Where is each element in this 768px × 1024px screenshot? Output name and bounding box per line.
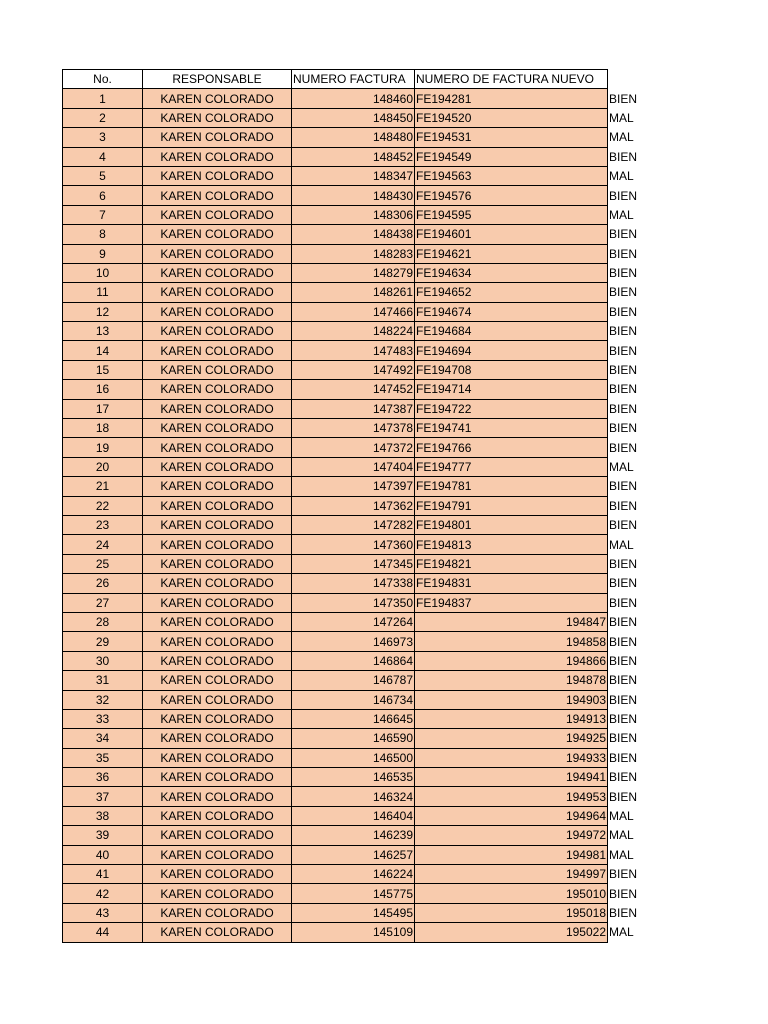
cell-status: BIEN (609, 246, 638, 261)
header-numero-factura-nuevo: NUMERO DE FACTURA NUEVO (415, 70, 608, 89)
cell-numero-factura: 147338 (292, 574, 415, 593)
cell-no: 9 (63, 244, 143, 263)
cell-numero-factura: 147345 (292, 554, 415, 573)
cell-responsable: KAREN COLORADO (143, 477, 292, 496)
cell-no: 23 (63, 515, 143, 534)
cell-status: MAL (609, 130, 634, 145)
cell-responsable: KAREN COLORADO (143, 302, 292, 321)
cell-no: 41 (63, 865, 143, 884)
cell-responsable: KAREN COLORADO (143, 322, 292, 341)
cell-numero-factura: 147387 (292, 399, 415, 418)
cell-numero-factura: 147360 (292, 535, 415, 554)
cell-numero-factura-nuevo: 194964 (415, 806, 608, 825)
cell-numero-factura-nuevo: FE194634 (415, 263, 608, 282)
cell-no: 15 (63, 360, 143, 379)
cell-status: MAL (609, 537, 634, 552)
cell-numero-factura-nuevo: FE194520 (415, 108, 608, 127)
cell-no: 2 (63, 108, 143, 127)
table-row (63, 884, 642, 903)
table-row (63, 457, 642, 476)
cell-responsable: KAREN COLORADO (143, 457, 292, 476)
cell-numero-factura-nuevo: FE194777 (415, 457, 608, 476)
header-numero-factura: NUMERO FACTURA (292, 70, 415, 89)
cell-responsable: KAREN COLORADO (143, 535, 292, 554)
cell-status: BIEN (609, 576, 638, 591)
cell-status: BIEN (609, 304, 638, 319)
cell-numero-factura-nuevo: FE194684 (415, 322, 608, 341)
header-no: No. (63, 70, 143, 89)
cell-status: BIEN (609, 188, 638, 203)
cell-status: BIEN (609, 149, 638, 164)
table-row (63, 380, 642, 399)
cell-numero-factura-nuevo: 194933 (415, 748, 608, 767)
cell-numero-factura-nuevo: 195018 (415, 903, 608, 922)
cell-numero-factura: 148347 (292, 166, 415, 185)
cell-numero-factura: 146645 (292, 709, 415, 728)
cell-numero-factura: 145775 (292, 884, 415, 903)
cell-numero-factura: 147492 (292, 360, 415, 379)
cell-status: MAL (609, 847, 634, 862)
cell-status: BIEN (609, 91, 638, 106)
cell-no: 10 (63, 263, 143, 282)
cell-numero-factura-nuevo: FE194791 (415, 496, 608, 515)
cell-numero-factura: 148430 (292, 186, 415, 205)
cell-numero-factura: 147404 (292, 457, 415, 476)
cell-no: 32 (63, 690, 143, 709)
cell-responsable: KAREN COLORADO (143, 554, 292, 573)
cell-status: BIEN (609, 479, 638, 494)
cell-numero-factura: 148283 (292, 244, 415, 263)
cell-numero-factura: 148224 (292, 322, 415, 341)
cell-numero-factura: 147362 (292, 496, 415, 515)
cell-numero-factura-nuevo: FE194652 (415, 283, 608, 302)
cell-numero-factura-nuevo: 194913 (415, 709, 608, 728)
cell-no: 44 (63, 923, 143, 942)
cell-numero-factura: 147466 (292, 302, 415, 321)
cell-no: 37 (63, 787, 143, 806)
cell-numero-factura-nuevo: FE194563 (415, 166, 608, 185)
cell-status: BIEN (609, 886, 638, 901)
cell-numero-factura-nuevo: 194941 (415, 768, 608, 787)
cell-numero-factura: 147483 (292, 341, 415, 360)
cell-numero-factura: 148452 (292, 147, 415, 166)
cell-responsable: KAREN COLORADO (143, 341, 292, 360)
cell-no: 6 (63, 186, 143, 205)
cell-no: 33 (63, 709, 143, 728)
cell-responsable: KAREN COLORADO (143, 244, 292, 263)
table-row (63, 244, 642, 263)
cell-status: BIEN (609, 770, 638, 785)
table-row (63, 612, 642, 631)
cell-responsable: KAREN COLORADO (143, 147, 292, 166)
table-row (63, 923, 642, 942)
cell-responsable: KAREN COLORADO (143, 515, 292, 534)
cell-numero-factura-nuevo: FE194801 (415, 515, 608, 534)
cell-numero-factura: 146224 (292, 865, 415, 884)
table-row (63, 671, 642, 690)
cell-no: 26 (63, 574, 143, 593)
cell-responsable: KAREN COLORADO (143, 128, 292, 147)
cell-no: 3 (63, 128, 143, 147)
cell-status: BIEN (609, 556, 638, 571)
cell-responsable: KAREN COLORADO (143, 205, 292, 224)
cell-no: 4 (63, 147, 143, 166)
table-row (63, 651, 642, 670)
cell-numero-factura: 146324 (292, 787, 415, 806)
cell-no: 24 (63, 535, 143, 554)
cell-numero-factura-nuevo: FE194674 (415, 302, 608, 321)
cell-responsable: KAREN COLORADO (143, 399, 292, 418)
cell-responsable: KAREN COLORADO (143, 826, 292, 845)
table-row (63, 147, 642, 166)
cell-numero-factura-nuevo: FE194813 (415, 535, 608, 554)
table-row (63, 709, 642, 728)
cell-responsable: KAREN COLORADO (143, 865, 292, 884)
cell-status: MAL (609, 169, 634, 184)
cell-numero-factura-nuevo: FE194694 (415, 341, 608, 360)
cell-responsable: KAREN COLORADO (143, 671, 292, 690)
cell-no: 39 (63, 826, 143, 845)
cell-numero-factura-nuevo: 194972 (415, 826, 608, 845)
cell-responsable: KAREN COLORADO (143, 729, 292, 748)
cell-status: BIEN (609, 595, 638, 610)
cell-numero-factura: 146734 (292, 690, 415, 709)
cell-numero-factura-nuevo: 194847 (415, 612, 608, 631)
cell-status: BIEN (609, 285, 638, 300)
table-row (63, 787, 642, 806)
table-row (63, 515, 642, 534)
cell-responsable: KAREN COLORADO (143, 768, 292, 787)
cell-numero-factura: 146404 (292, 806, 415, 825)
table-row (63, 166, 642, 185)
cell-no: 1 (63, 89, 143, 108)
cell-numero-factura-nuevo: FE194708 (415, 360, 608, 379)
cell-numero-factura-nuevo: FE194766 (415, 438, 608, 457)
cell-responsable: KAREN COLORADO (143, 709, 292, 728)
cell-responsable: KAREN COLORADO (143, 884, 292, 903)
table-row (63, 826, 642, 845)
cell-numero-factura: 146257 (292, 845, 415, 864)
cell-responsable: KAREN COLORADO (143, 108, 292, 127)
cell-responsable: KAREN COLORADO (143, 186, 292, 205)
cell-no: 36 (63, 768, 143, 787)
cell-status: BIEN (609, 905, 638, 920)
table-row (63, 128, 642, 147)
cell-numero-factura-nuevo: FE194281 (415, 89, 608, 108)
cell-no: 17 (63, 399, 143, 418)
cell-status: BIEN (609, 692, 638, 707)
cell-numero-factura: 146535 (292, 768, 415, 787)
cell-status: MAL (609, 828, 634, 843)
cell-status: BIEN (609, 731, 638, 746)
cell-numero-factura: 148438 (292, 225, 415, 244)
cell-no: 11 (63, 283, 143, 302)
table-row (63, 535, 642, 554)
cell-numero-factura-nuevo: 195022 (415, 923, 608, 942)
table-row (63, 438, 642, 457)
cell-numero-factura: 148450 (292, 108, 415, 127)
cell-status: BIEN (609, 227, 638, 242)
cell-status: BIEN (609, 712, 638, 727)
cell-numero-factura: 148279 (292, 263, 415, 282)
cell-numero-factura-nuevo: FE194531 (415, 128, 608, 147)
cell-status: BIEN (609, 634, 638, 649)
cell-status: MAL (609, 925, 634, 940)
cell-no: 22 (63, 496, 143, 515)
cell-responsable: KAREN COLORADO (143, 787, 292, 806)
cell-responsable: KAREN COLORADO (143, 806, 292, 825)
cell-status: BIEN (609, 498, 638, 513)
cell-no: 5 (63, 166, 143, 185)
cell-status: BIEN (609, 421, 638, 436)
cell-numero-factura-nuevo: FE194821 (415, 554, 608, 573)
cell-no: 35 (63, 748, 143, 767)
cell-responsable: KAREN COLORADO (143, 360, 292, 379)
cell-numero-factura-nuevo: FE194549 (415, 147, 608, 166)
cell-status: BIEN (609, 750, 638, 765)
cell-numero-factura: 148261 (292, 283, 415, 302)
table-row (63, 225, 642, 244)
header-row (63, 70, 642, 89)
cell-no: 28 (63, 612, 143, 631)
cell-status: BIEN (609, 615, 638, 630)
cell-numero-factura: 146787 (292, 671, 415, 690)
table-row (63, 729, 642, 748)
table-row (63, 419, 642, 438)
cell-no: 16 (63, 380, 143, 399)
table-row (63, 865, 642, 884)
cell-status: BIEN (609, 789, 638, 804)
cell-responsable: KAREN COLORADO (143, 651, 292, 670)
table-row (63, 593, 642, 612)
cell-numero-factura-nuevo: FE194601 (415, 225, 608, 244)
cell-numero-factura: 148460 (292, 89, 415, 108)
cell-status: MAL (609, 110, 634, 125)
table-row (63, 806, 642, 825)
cell-numero-factura: 147264 (292, 612, 415, 631)
cell-numero-factura-nuevo: 194866 (415, 651, 608, 670)
cell-status: BIEN (609, 401, 638, 416)
cell-responsable: KAREN COLORADO (143, 419, 292, 438)
cell-numero-factura-nuevo: FE194714 (415, 380, 608, 399)
table-row (63, 768, 642, 787)
cell-status: MAL (609, 207, 634, 222)
table-row (63, 496, 642, 515)
table-row (63, 360, 642, 379)
cell-no: 27 (63, 593, 143, 612)
cell-responsable: KAREN COLORADO (143, 574, 292, 593)
cell-responsable: KAREN COLORADO (143, 903, 292, 922)
cell-status: BIEN (609, 324, 638, 339)
cell-status: BIEN (609, 440, 638, 455)
table-row (63, 263, 642, 282)
cell-status: BIEN (609, 363, 638, 378)
cell-no: 34 (63, 729, 143, 748)
cell-no: 25 (63, 554, 143, 573)
cell-responsable: KAREN COLORADO (143, 748, 292, 767)
cell-numero-factura: 147282 (292, 515, 415, 534)
cell-numero-factura: 146590 (292, 729, 415, 748)
cell-numero-factura: 145109 (292, 923, 415, 942)
cell-responsable: KAREN COLORADO (143, 166, 292, 185)
header-status-empty (608, 70, 642, 89)
cell-numero-factura-nuevo: 195010 (415, 884, 608, 903)
table-row (63, 690, 642, 709)
cell-numero-factura-nuevo: 194953 (415, 787, 608, 806)
cell-no: 18 (63, 419, 143, 438)
cell-status: BIEN (609, 266, 638, 281)
table-row (63, 845, 642, 864)
cell-numero-factura-nuevo: 194981 (415, 845, 608, 864)
cell-no: 12 (63, 302, 143, 321)
cell-numero-factura: 148480 (292, 128, 415, 147)
cell-no: 40 (63, 845, 143, 864)
header-responsable: RESPONSABLE (143, 70, 292, 89)
cell-no: 20 (63, 457, 143, 476)
cell-numero-factura-nuevo: 194997 (415, 865, 608, 884)
table-row (63, 341, 642, 360)
table-row (63, 574, 642, 593)
cell-numero-factura-nuevo: FE194722 (415, 399, 608, 418)
cell-numero-factura: 147350 (292, 593, 415, 612)
cell-no: 31 (63, 671, 143, 690)
cell-responsable: KAREN COLORADO (143, 225, 292, 244)
cell-numero-factura: 147452 (292, 380, 415, 399)
cell-numero-factura: 145495 (292, 903, 415, 922)
cell-responsable: KAREN COLORADO (143, 380, 292, 399)
cell-numero-factura-nuevo: FE194837 (415, 593, 608, 612)
table-row (63, 554, 642, 573)
cell-status: BIEN (609, 382, 638, 397)
cell-responsable: KAREN COLORADO (143, 283, 292, 302)
cell-no: 7 (63, 205, 143, 224)
cell-numero-factura-nuevo: FE194741 (415, 419, 608, 438)
cell-numero-factura-nuevo: 194903 (415, 690, 608, 709)
cell-status: BIEN (609, 653, 638, 668)
cell-numero-factura-nuevo: FE194621 (415, 244, 608, 263)
cell-no: 19 (63, 438, 143, 457)
cell-no: 14 (63, 341, 143, 360)
cell-responsable: KAREN COLORADO (143, 923, 292, 942)
cell-no: 42 (63, 884, 143, 903)
cell-responsable: KAREN COLORADO (143, 845, 292, 864)
cell-numero-factura: 146500 (292, 748, 415, 767)
cell-numero-factura-nuevo: FE194595 (415, 205, 608, 224)
cell-status: BIEN (609, 518, 638, 533)
table-row (63, 399, 642, 418)
cell-numero-factura-nuevo: FE194831 (415, 574, 608, 593)
cell-numero-factura-nuevo: FE194781 (415, 477, 608, 496)
table-row (63, 302, 642, 321)
cell-numero-factura-nuevo: FE194576 (415, 186, 608, 205)
cell-responsable: KAREN COLORADO (143, 690, 292, 709)
cell-numero-factura: 146973 (292, 632, 415, 651)
cell-no: 43 (63, 903, 143, 922)
cell-numero-factura-nuevo: 194858 (415, 632, 608, 651)
cell-status: BIEN (609, 673, 638, 688)
cell-responsable: KAREN COLORADO (143, 496, 292, 515)
cell-status: MAL (609, 460, 634, 474)
table-row (63, 748, 642, 767)
cell-numero-factura: 146239 (292, 826, 415, 845)
table-row (63, 632, 642, 651)
cell-numero-factura-nuevo: 194878 (415, 671, 608, 690)
table-row (63, 89, 642, 108)
cell-numero-factura-nuevo: 194925 (415, 729, 608, 748)
cell-no: 29 (63, 632, 143, 651)
table-row (63, 477, 642, 496)
cell-no: 13 (63, 322, 143, 341)
cell-status: BIEN (609, 343, 638, 358)
cell-responsable: KAREN COLORADO (143, 263, 292, 282)
cell-numero-factura: 147378 (292, 419, 415, 438)
cell-no: 38 (63, 806, 143, 825)
cell-no: 21 (63, 477, 143, 496)
table-row (63, 322, 642, 341)
cell-no: 30 (63, 651, 143, 670)
table-row (63, 186, 642, 205)
cell-status: MAL (609, 809, 634, 824)
cell-responsable: KAREN COLORADO (143, 438, 292, 457)
invoice-table (62, 69, 642, 943)
table-row (63, 108, 642, 127)
table-row (63, 903, 642, 922)
cell-numero-factura: 147372 (292, 438, 415, 457)
cell-responsable: KAREN COLORADO (143, 632, 292, 651)
table-row (63, 205, 642, 224)
cell-responsable: KAREN COLORADO (143, 89, 292, 108)
cell-responsable: KAREN COLORADO (143, 593, 292, 612)
cell-numero-factura: 147397 (292, 477, 415, 496)
cell-numero-factura: 148306 (292, 205, 415, 224)
cell-responsable: KAREN COLORADO (143, 612, 292, 631)
table-row (63, 283, 642, 302)
cell-numero-factura: 146864 (292, 651, 415, 670)
cell-status: BIEN (609, 867, 638, 882)
cell-no: 8 (63, 225, 143, 244)
